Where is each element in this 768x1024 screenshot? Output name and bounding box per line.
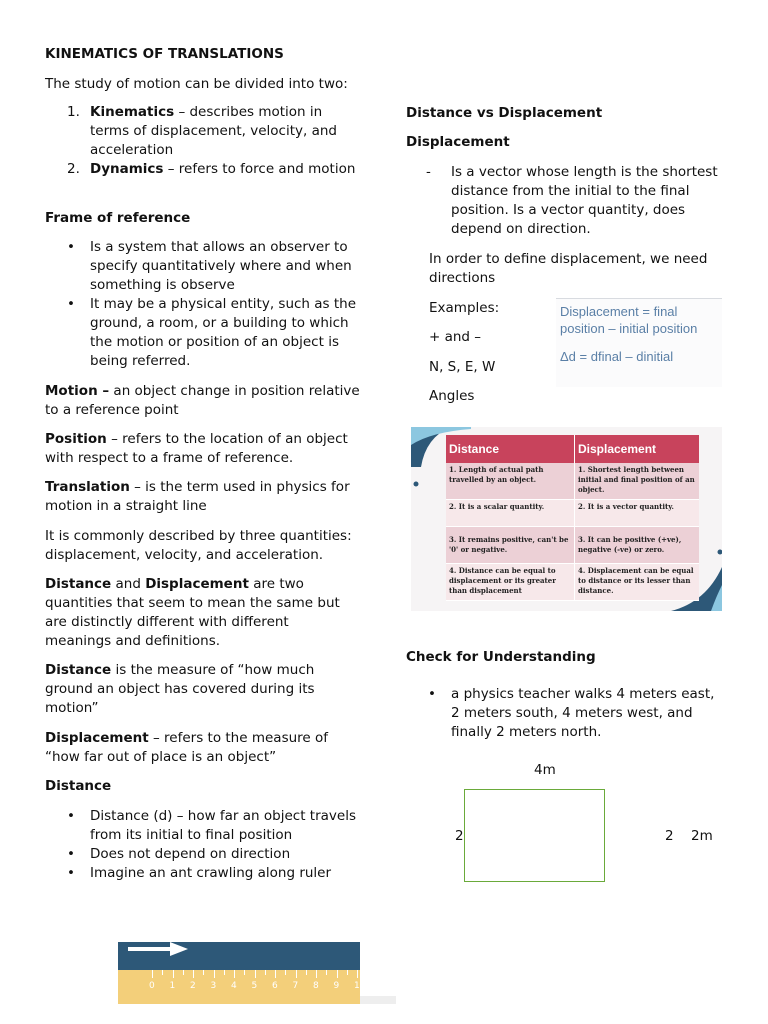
ruler-minor-tick [326, 970, 327, 975]
translation-def: Translation – is the term used in physics for motion in a straight line [45, 479, 350, 514]
table-row: 4. Distance can be equal to displacement or its greater than displacement 4. Displacement can be equal to distance or its lesser than distance. [446, 564, 699, 601]
diagram-left-label: 2 [455, 828, 464, 844]
examples-label: Examples: [429, 300, 500, 316]
diagram-right-label: 2 [665, 828, 674, 844]
ruler-number: 8 [313, 981, 319, 991]
define-text: In order to define displacement, we need directions [429, 251, 708, 286]
ruler-number: 4 [231, 981, 237, 991]
table-row: 3. It remains positive, can't be '0' or negative. 3. It can be positive (+ve), negative (-ve) or zero. [446, 527, 699, 564]
quantities-text: It is commonly described by three quantities: displacement, velocity, and acceleration. [45, 528, 352, 563]
ruler-minor-tick [203, 970, 204, 975]
distance-displacement-text: Distance and Displacement are two quantities that seem to mean the same but are distinctly different with different meanings and definitions. [45, 576, 340, 649]
check-list [406, 685, 726, 742]
list-item: - Is a vector whose length is the shortest distance from the initial to the final position. Is a vector quantity, does depend on direction. [426, 164, 718, 237]
example-item: + and – [429, 329, 482, 345]
distance-heading: Distance [45, 778, 112, 794]
image-shadow [360, 996, 396, 1004]
motion-def: Motion – an object change in position relative to a reference point [45, 383, 360, 418]
ruler-minor-tick [367, 970, 368, 975]
example-item: Angles [429, 388, 475, 404]
ruler-minor-tick [347, 970, 348, 975]
list-item: • Distance (d) – how far an object travels from its initial to final position [67, 808, 356, 843]
table-header: Distance [446, 435, 575, 463]
formula-delta-d: Δd = dfinal – dinitial [560, 349, 674, 364]
ruler-minor-tick [224, 970, 225, 975]
displacement-def: Displacement – refers to the measure of “how far out of place is an object” [45, 730, 329, 765]
ruler-tick [152, 970, 153, 978]
ruler-tick [193, 970, 194, 978]
ruler-tick [173, 970, 174, 978]
ruler-tick [337, 970, 338, 978]
page-title: KINEMATICS OF TRANSLATIONS [45, 46, 284, 62]
list-item: 1. Kinematics – describes motion in terms of displacement, velocity, and acceleration [67, 104, 337, 158]
position-def: Position – refers to the location of an object with respect to a frame of reference. [45, 431, 348, 466]
ruler-minor-tick [183, 970, 184, 975]
list-item: • Imagine an ant crawling along ruler [67, 865, 332, 881]
ruler-number: 5 [251, 981, 258, 991]
bullet-icon: • [67, 239, 75, 255]
ruler-image [118, 942, 360, 1004]
check-understanding-heading: Check for Understanding [406, 649, 596, 665]
ruler-number: 2 [190, 981, 196, 991]
bullet-icon: • [67, 296, 75, 312]
ruler-minor-tick [285, 970, 286, 975]
comparison-table-image [411, 427, 722, 611]
table-header: Displacement [575, 435, 700, 463]
ruler-tick [357, 970, 358, 978]
ruler-tick [296, 970, 297, 978]
divisions-list [45, 103, 365, 179]
list-item: • a physics teacher walks 4 meters east, 2 meters south, 4 meters west, and finally 2 meters north. [428, 686, 715, 740]
ruler-number: 3 [210, 981, 217, 991]
ruler-tick [234, 970, 235, 978]
distance-vs-displacement-heading: Distance vs Displacement [406, 105, 603, 121]
diagram-right-label-m: 2m [691, 828, 713, 844]
displacement-bullet [406, 163, 726, 239]
walk-path-rectangle [464, 789, 605, 882]
frame-heading: Frame of reference [45, 210, 191, 226]
table-row: 2. It is a scalar quantity. 2. It is a vector quantity. [446, 500, 699, 527]
distance-def: Distance is the measure of “how much ground an object has covered during its motion” [45, 662, 315, 716]
table-row: 1. Length of actual path travelled by an object. 1. Shortest length between initial and final position of an object. [446, 463, 699, 500]
ruler-number: 7 [292, 981, 299, 991]
bullet-icon: • [67, 808, 75, 824]
ruler-tick [214, 970, 215, 978]
ruler-number: 6 [272, 981, 278, 991]
list-item: • Does not depend on direction [67, 846, 291, 862]
ruler-minor-tick [265, 970, 266, 975]
bullet-icon: • [67, 846, 75, 862]
dash-icon: - [426, 164, 431, 180]
example-item: N, S, E, W [429, 359, 496, 375]
list-item: • It may be a physical entity, such as the ground, a room, or a building to which the motion or position of an object is being referred. [67, 296, 357, 369]
ruler-number: 9 [333, 981, 340, 991]
diagram-top-label: 4m [534, 762, 556, 778]
ruler-minor-tick [162, 970, 163, 975]
intro-text: The study of motion can be divided into two: [45, 76, 348, 92]
distance-list [45, 807, 365, 883]
bullet-icon: • [428, 686, 436, 702]
ruler-tick [275, 970, 276, 978]
ruler-number: 1 [354, 981, 360, 991]
arrow-head-icon [170, 942, 188, 956]
comparison-table [446, 435, 699, 601]
ruler-minor-tick [244, 970, 245, 975]
displacement-heading: Displacement [406, 134, 510, 150]
formula-displacement: Displacement = final position – initial position [560, 304, 698, 336]
ruler-tick [255, 970, 256, 978]
ruler-minor-tick [306, 970, 307, 975]
ruler-ticks [118, 970, 360, 1004]
formula-image [556, 298, 722, 387]
bullet-icon: • [67, 865, 75, 881]
ruler-number: 1 [169, 981, 176, 991]
ruler-tick [316, 970, 317, 978]
frame-list [45, 238, 365, 371]
list-item: • Is a system that allows an observer to specify quantitatively where and when something is observe [67, 239, 352, 293]
arrow-icon [128, 947, 176, 951]
ruler-number: 0 [149, 981, 155, 991]
list-item: 2. Dynamics – refers to force and motion [67, 161, 356, 177]
